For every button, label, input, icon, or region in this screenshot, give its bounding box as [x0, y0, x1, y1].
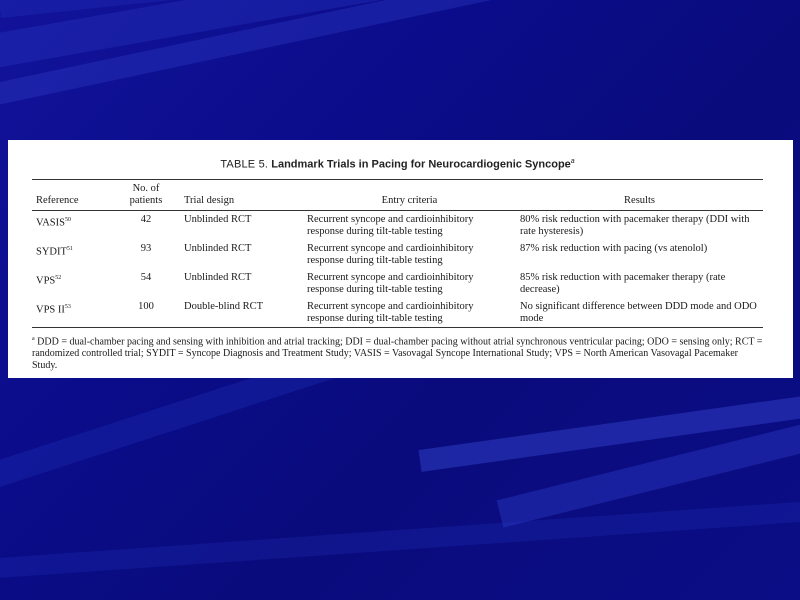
results-cell: 80% risk reduction with pacemaker therapy (DDI with rate hysteresis)	[520, 213, 750, 237]
footnote-text: DDD = dual-chamber pacing and sensing with inhibition and atrial tracking; DDI = dual-chamber pacing without atrial synchronous ventricular pacing; ODO = sensing only; RCT = randomized controlled trial; SYDIT = Syncope Diagnosis and Treatment Study; VASIS = Vasovagal Syncope International Study; VPS = North American Vasovagal Pacemaker Study.	[32, 335, 763, 371]
patients-cell: 42	[140, 213, 152, 225]
column-header-reference: Reference	[36, 194, 79, 206]
entry-criteria-cell: Recurrent syncope and cardioinhibitory response during tilt-table testing	[307, 300, 474, 324]
patients-cell: 54	[140, 271, 152, 283]
table-image	[8, 140, 793, 378]
column-header-trial-design: Trial design	[184, 194, 235, 206]
column-header-results: Results	[624, 194, 655, 206]
entry-criteria-cell: Recurrent syncope and cardioinhibitory response during tilt-table testing	[307, 242, 474, 266]
design-cell: Double-blind RCT	[184, 300, 264, 312]
design-cell: Unblinded RCT	[184, 271, 252, 283]
design-cell: Unblinded RCT	[184, 213, 252, 225]
entry-criteria-cell: Recurrent syncope and cardioinhibitory response during tilt-table testing	[307, 213, 474, 237]
column-header-patients: No. of patients	[129, 182, 163, 206]
caption-label: TABLE 5.	[220, 158, 269, 171]
design-cell: Unblinded RCT	[184, 242, 252, 254]
table-row	[32, 298, 763, 328]
footnote-mark: a	[32, 335, 35, 342]
table-row	[32, 269, 763, 298]
results-cell: 85% risk reduction with pacemaker therapy (rate decrease)	[520, 271, 726, 295]
results-cell: 87% risk reduction with pacing (vs atenolol)	[520, 242, 708, 254]
reference-cell: VPS II$^{53}$	[36, 303, 71, 316]
trials-table	[32, 179, 763, 328]
table-row	[32, 210, 763, 240]
column-header-entry-criteria: Entry criteria	[381, 194, 438, 206]
table-caption	[32, 158, 763, 171]
background-streak	[0, 497, 800, 580]
reference-cell: VPS$^{52}$	[36, 274, 62, 287]
results-cell: No significant difference between DDD mode and ODO mode	[520, 300, 757, 324]
table-header-row	[32, 179, 763, 210]
table-footnote	[32, 333, 763, 372]
table-row	[32, 240, 763, 269]
reference-cell: VASIS$^{50}$	[36, 216, 71, 229]
reference-cell: SYDIT$^{51}$	[36, 245, 73, 258]
caption-footnote-mark: a	[570, 158, 575, 165]
patients-cell: 100	[138, 300, 154, 312]
entry-criteria-cell: Recurrent syncope and cardioinhibitory response during tilt-table testing	[307, 271, 474, 295]
caption-title: Landmark Trials in Pacing for Neurocardiogenic Syncope	[271, 158, 571, 171]
patients-cell: 93	[140, 242, 152, 254]
